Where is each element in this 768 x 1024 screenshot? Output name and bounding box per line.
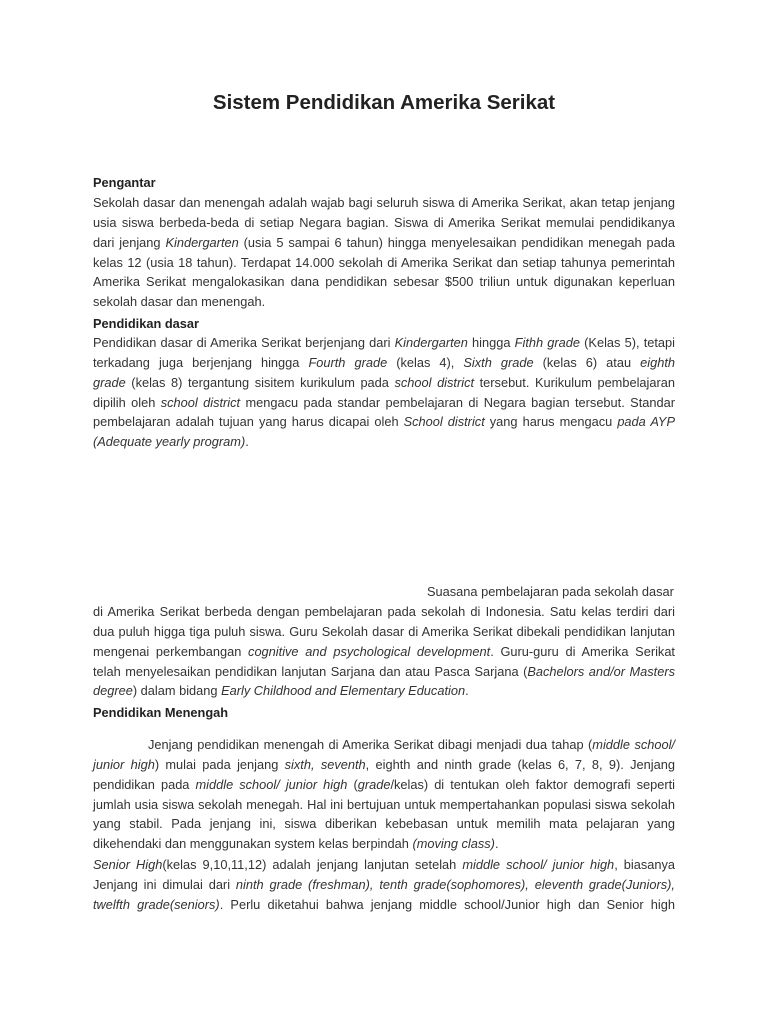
text-line bbox=[93, 735, 675, 755]
text: usia siswa berbeda-beda di setiap Negara bagian. Siswa di Amerika Serikat memulai pendidikanya bbox=[93, 214, 675, 230]
italic-text: degree bbox=[93, 683, 133, 699]
text: Jenjang pendidikan menengah di Amerika Serikat dibagi menjadi dua tahap ( bbox=[148, 737, 593, 752]
text: yang stabil. Pada jenjang ini, siswa diberikan kebebasan untuk memilih mata pelajaran yang bbox=[93, 816, 675, 832]
text-line bbox=[93, 642, 675, 662]
text: . bbox=[465, 683, 469, 699]
text-line bbox=[93, 432, 675, 452]
text-line bbox=[93, 814, 675, 834]
text-line bbox=[93, 353, 675, 373]
text-line bbox=[93, 333, 675, 353]
italic-text: school district bbox=[394, 374, 475, 390]
italic-text: Early Childhood and Elementary Education bbox=[221, 683, 466, 699]
text-line bbox=[93, 795, 675, 815]
text: /kelas) di tentukan oleh faktor demografi seperti bbox=[390, 776, 676, 792]
text-line bbox=[93, 622, 675, 642]
text-line bbox=[93, 233, 675, 253]
text: Amerika Serikat mengalokasikan dana pendidikan sebesar $500 triliun untuk digunakan keperluan bbox=[93, 274, 675, 290]
section-heading-pendidikan-menengah: Pendidikan Menengah bbox=[93, 705, 229, 720]
text-line bbox=[93, 193, 675, 213]
text: tersebut. Kurikulum pembelajaran bbox=[474, 374, 675, 390]
text-line bbox=[93, 834, 675, 854]
text: Jenjang ini dimulai dari bbox=[93, 876, 236, 892]
italic-text: (Adequate yearly program) bbox=[93, 434, 246, 450]
text: kelas 12 (usia 18 tahun). Terdapat 14.000 sekolah di Amerika Serikat dan setiap tahunya pemerintah bbox=[93, 254, 675, 270]
text-line bbox=[93, 292, 675, 312]
text-line bbox=[93, 855, 675, 875]
text: mengacu pada standar pembelajaran di Negara bagian tersebut. Standar bbox=[240, 394, 675, 410]
text: hingga bbox=[467, 335, 515, 350]
text: dua puluh higga tiga puluh siswa. Guru Sekolah dasar di Amerika Serikat dibekali pendidikan lanjutan bbox=[93, 623, 675, 639]
text-line bbox=[93, 895, 675, 915]
text-line bbox=[93, 662, 675, 682]
italic-text: Kindergarten bbox=[165, 234, 239, 250]
text-line bbox=[93, 875, 675, 895]
italic-text: ninth grade (freshman), tenth grade(sophomores), eleventh grade(Juniors), bbox=[235, 876, 675, 892]
text: pembelajaran adalah tujuan yang harus dicapai oleh bbox=[93, 414, 404, 430]
text-line bbox=[93, 213, 675, 233]
italic-text: middle school/ bbox=[592, 737, 675, 752]
text: ) mulai pada jenjang bbox=[154, 756, 285, 772]
text: . Guru-guru di Amerika Serikat bbox=[490, 643, 675, 659]
text: (Kelas 5), tetapi bbox=[580, 335, 676, 350]
italic-text: grade bbox=[357, 776, 391, 792]
text: , eighth and ninth grade (kelas 6, 7, 8, 9). Jenjang bbox=[365, 756, 675, 772]
text-line bbox=[93, 681, 675, 701]
text: mengenai perkembangan bbox=[93, 643, 249, 659]
text: jumlah usia siswa sekolah menegah. Hal ini bertujuan untuk mempertahankan populasi siswa sekolah bbox=[93, 796, 675, 812]
text: ) dalam bidang bbox=[132, 683, 222, 699]
paragraph-suasana bbox=[93, 602, 675, 701]
italic-text: School district bbox=[403, 414, 485, 430]
text: terkadang juga berjenjang hingga bbox=[93, 354, 309, 370]
italic-text: middle school/ junior high bbox=[195, 776, 348, 792]
italic-text: Fourth grade bbox=[308, 354, 388, 370]
text: (kelas 4), bbox=[387, 354, 464, 370]
italic-text: junior high bbox=[93, 756, 155, 772]
text: . Perlu diketahui bahwa jenjang middle school/Junior high dan Senior high bbox=[219, 896, 675, 912]
text: (kelas 9,10,11,12) adalah jenjang lanjutan setelah bbox=[162, 857, 463, 872]
italic-text: Bachelors and/or Masters bbox=[527, 663, 676, 679]
text-line bbox=[93, 602, 675, 622]
italic-text: eighth bbox=[640, 354, 675, 370]
text: Sekolah dasar dan menengah adalah wajab bagi seluruh siswa di Amerika Serikat, akan tetap jenjang bbox=[93, 195, 675, 210]
text-line bbox=[93, 755, 675, 775]
text-line bbox=[93, 272, 675, 292]
italic-text: (moving class) bbox=[412, 836, 495, 852]
text: (kelas 8) tergantung sisitem kurikulum pada bbox=[125, 374, 395, 390]
text: dipilih oleh bbox=[93, 394, 161, 410]
text: yang harus mengacu bbox=[484, 414, 618, 430]
text: dari jenjang bbox=[93, 234, 166, 250]
text-line bbox=[93, 373, 675, 393]
document-title: Sistem Pendidikan Amerika Serikat bbox=[212, 91, 556, 114]
text: . bbox=[494, 836, 499, 852]
paragraph-senior-high bbox=[93, 855, 675, 915]
text: , biasanya bbox=[614, 857, 676, 872]
text-line bbox=[93, 775, 675, 795]
italic-text: cognitive and psychological development bbox=[248, 643, 491, 659]
italic-text: pada AYP bbox=[617, 414, 675, 430]
paragraph-pendidikan-menengah bbox=[93, 735, 675, 854]
text: di Amerika Serikat berbeda dengan pembelajaran pada sekolah di Indonesia. Satu kelas terdiri dari bbox=[93, 604, 675, 619]
italic-text: twelfth grade(seniors) bbox=[93, 896, 220, 912]
text: Pendidikan dasar di Amerika Serikat berjenjang dari bbox=[93, 335, 395, 350]
text-line bbox=[93, 253, 675, 273]
italic-text: Sixth grade bbox=[463, 354, 534, 370]
text-line bbox=[93, 412, 675, 432]
text-line bbox=[93, 393, 675, 413]
italic-text: Fithh grade bbox=[514, 335, 580, 350]
italic-text: Senior High bbox=[93, 857, 163, 872]
section-heading-pendidikan-dasar: Pendidikan dasar bbox=[93, 316, 199, 331]
italic-text: Kindergarten bbox=[394, 335, 468, 350]
text: ( bbox=[347, 776, 358, 792]
italic-text: school district bbox=[160, 394, 241, 410]
text: telah menyelesaikan pendidikan lanjutan Sarjana dan atau Pasca Sarjana ( bbox=[93, 663, 528, 679]
italic-text: sixth, seventh bbox=[284, 756, 366, 772]
text: (usia 5 sampai 6 tahun) hingga menyelesaikan pendidikan menegah pada bbox=[238, 234, 675, 250]
paragraph-suasana-lead bbox=[427, 582, 674, 602]
text-line bbox=[427, 582, 674, 602]
text: pendidikan pada bbox=[93, 776, 196, 792]
text: dikehendaki dan menggunakan system kelas berpindah bbox=[93, 836, 413, 852]
text: (kelas 6) atau bbox=[533, 354, 641, 370]
paragraph-pengantar bbox=[93, 193, 675, 312]
text: sekolah dasar dan menengah. bbox=[93, 294, 266, 310]
italic-text: grade bbox=[93, 374, 126, 390]
italic-text: middle school/ junior high bbox=[462, 857, 615, 872]
section-heading-pengantar: Pengantar bbox=[93, 175, 156, 190]
text: . bbox=[245, 434, 249, 450]
paragraph-pendidikan-dasar bbox=[93, 333, 675, 452]
text: Suasana pembelajaran pada sekolah dasar bbox=[427, 584, 674, 599]
